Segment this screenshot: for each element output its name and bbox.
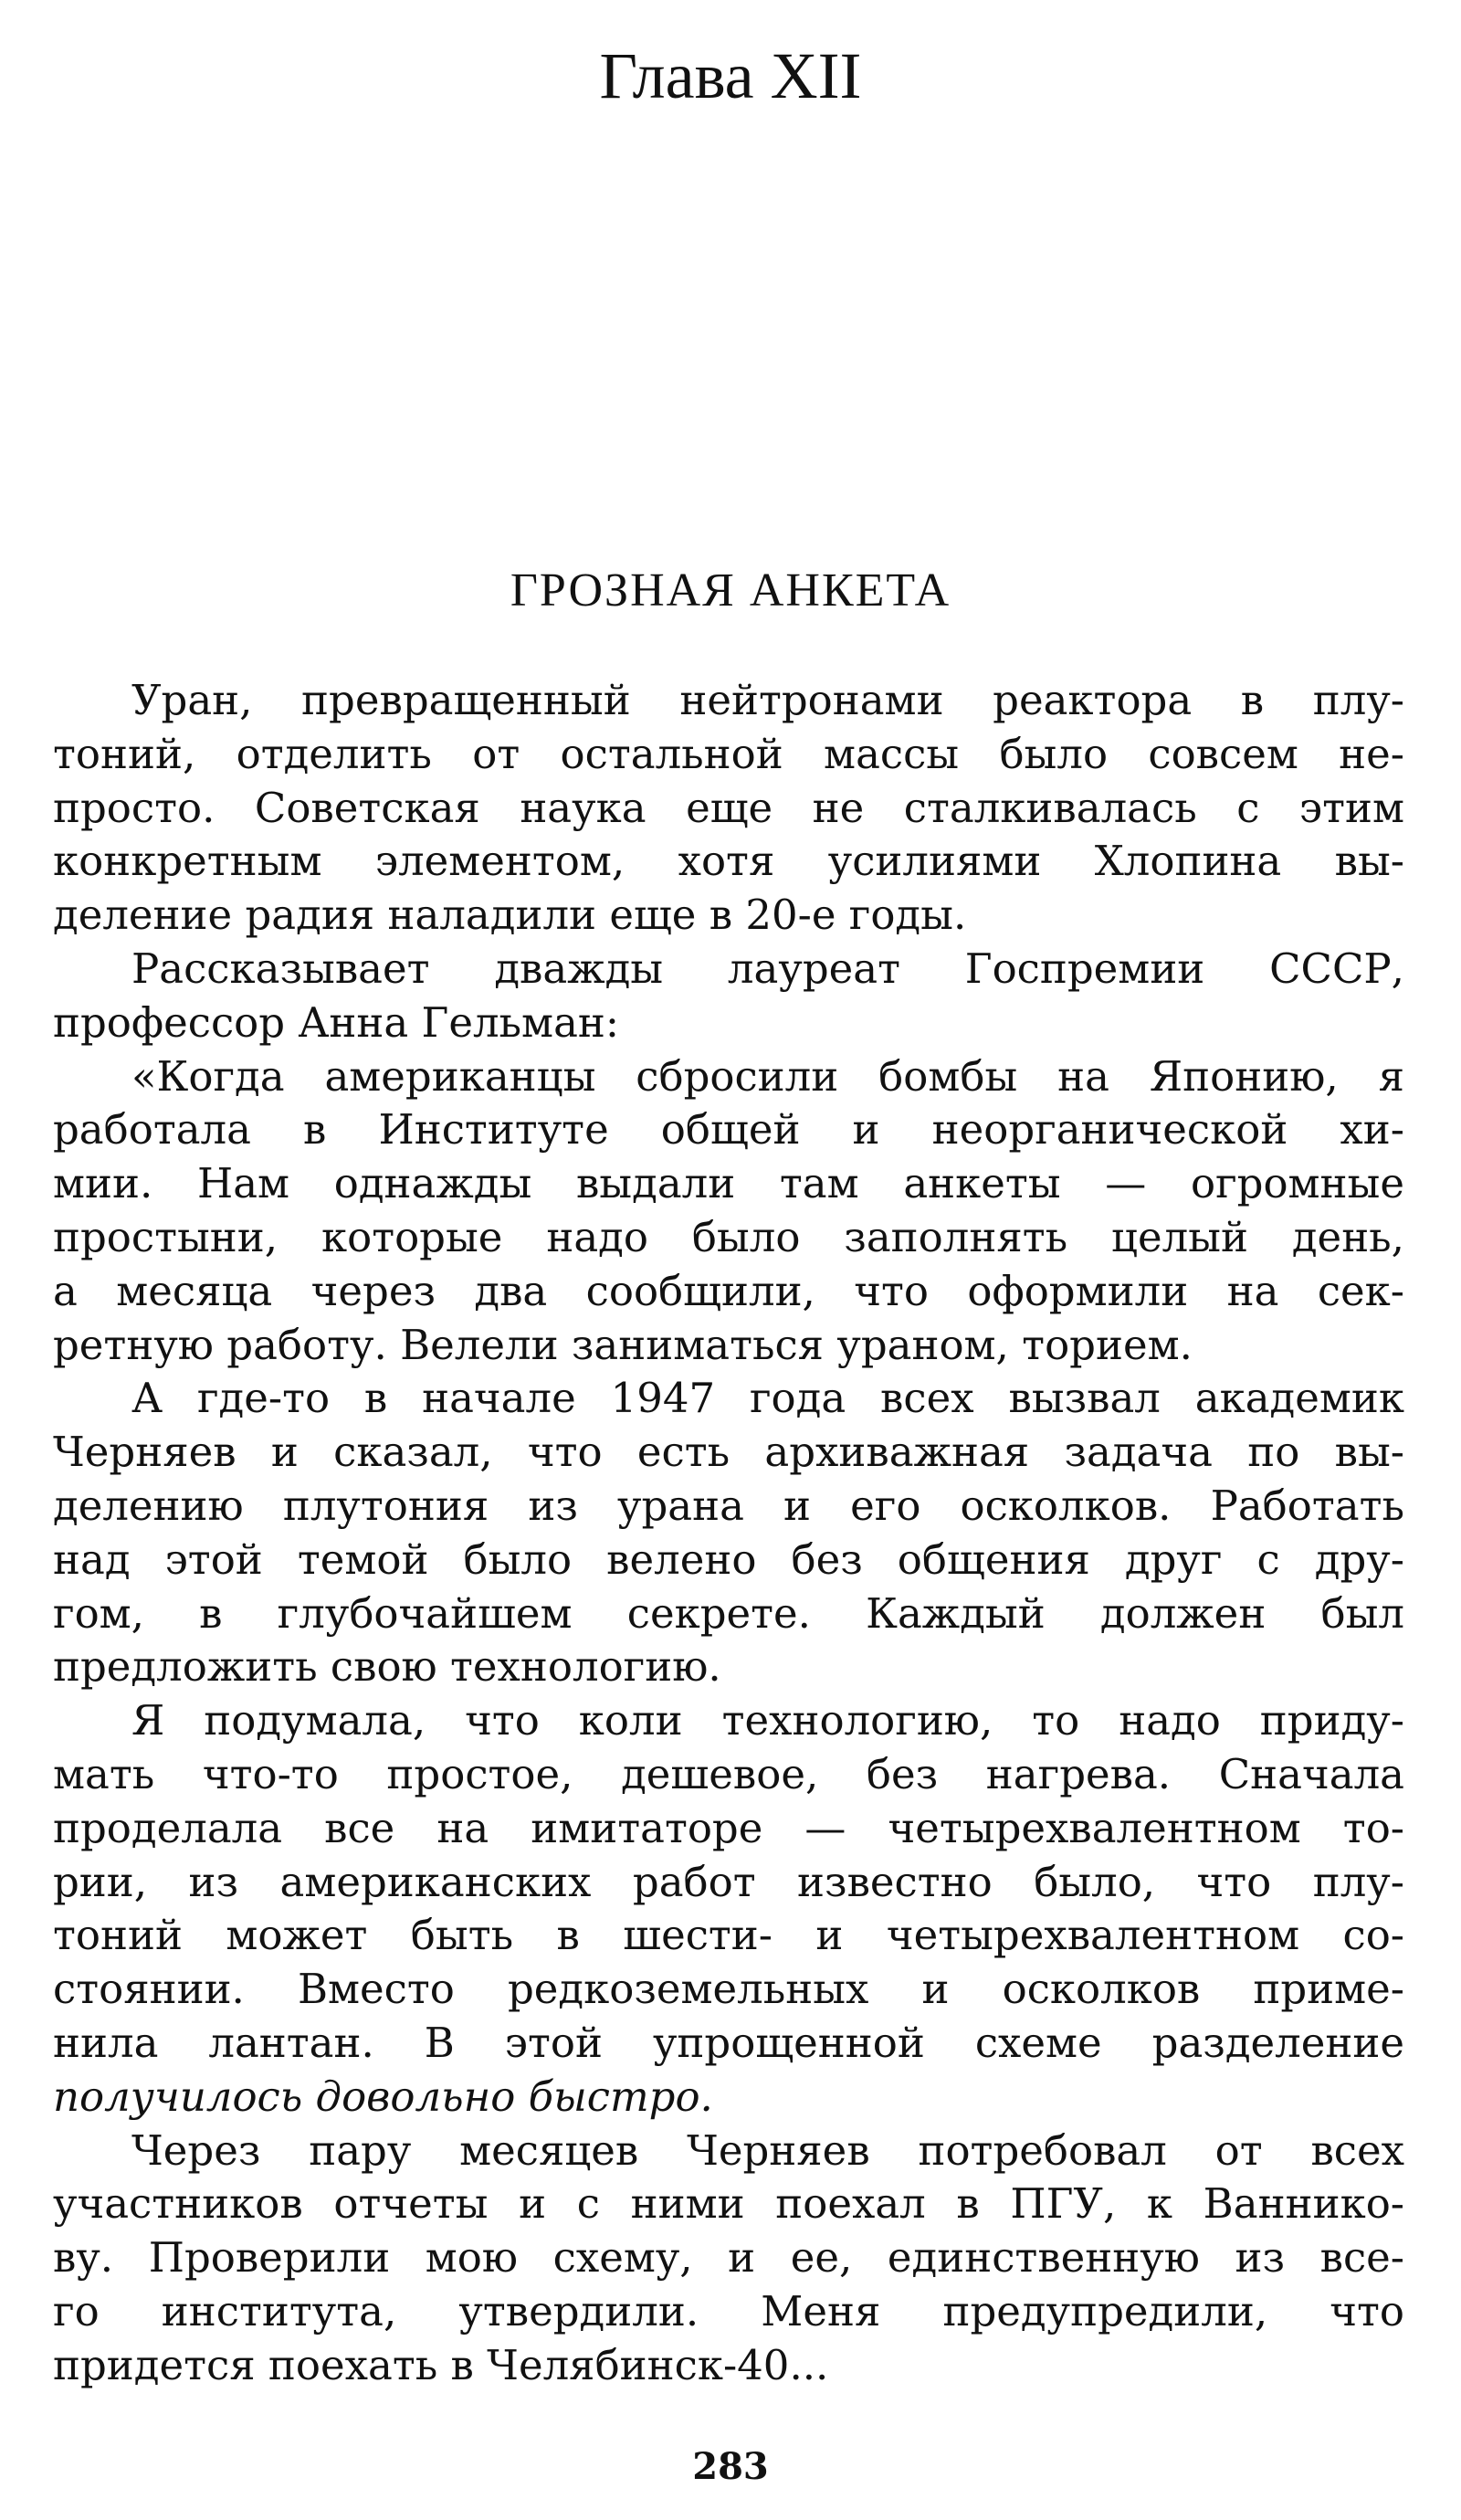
text-line: участников отчеты и с ними поехал в ПГУ, к Ваннико-	[53, 2179, 1404, 2229]
text-line: А где-то в начале 1947 года всех вызвал академик	[131, 1374, 1404, 1423]
text-line: предложить свою технологию.	[53, 1642, 721, 1692]
text-line: Рассказывает дважды лауреат Госпремии СССР,	[131, 944, 1404, 993]
text-line: мии. Нам однажды выдали там анкеты — огромные	[53, 1159, 1404, 1208]
body-text	[53, 674, 1404, 2393]
text-line: Уран, превращенный нейтронами реактора в плу-	[131, 676, 1404, 724]
text-line: мать что-то простое, дешевое, без нагрева. Сначала	[53, 1749, 1404, 1798]
page-number: 283	[692, 2445, 769, 2488]
text-line: над этой темой было велено без общения друг с дру-	[53, 1534, 1404, 1584]
text-line: тоний, отделить от остальной массы было совсем не-	[53, 729, 1404, 778]
text-line: простыни, которые надо было заполнять целый день,	[53, 1212, 1404, 1261]
chapter-heading: Глава XII	[599, 39, 862, 112]
section-title: ГРОЗНАЯ АНКЕТА	[510, 564, 951, 617]
text-line: делению плутония из урана и его осколков. Работать	[53, 1481, 1404, 1530]
text-line: Черняев и сказал, что есть архиважная задача по вы-	[53, 1428, 1404, 1477]
text-line: тоний может быть в шести- и четырехвалентном со-	[53, 1911, 1404, 1960]
text-line: конкретным элементом, хотя усилиями Хлопина вы-	[53, 837, 1404, 886]
text-line: «Когда американцы сбросили бомбы на Японию, я	[131, 1051, 1404, 1101]
text-line: проделала все на имитаторе — четырехвалентном то-	[53, 1803, 1404, 1852]
text-line: ву. Проверили мою схему, и ее, единственную из все-	[53, 2233, 1404, 2283]
text-line: Я подумала, что коли технологию, то надо приду-	[131, 1696, 1404, 1745]
text-line: просто. Советская наука еще не сталкивалась с этим	[53, 783, 1404, 832]
text-line: придется поехать в Челябинск-40...	[53, 2340, 829, 2389]
text-line: рии, из американских работ известно было, что плу-	[53, 1857, 1404, 1906]
text-line: получилось довольно быстро.	[53, 2072, 713, 2121]
text-line: Через пару месяцев Черняев потребовал от всех	[131, 2125, 1404, 2175]
text-line: го института, утвердили. Меня предупредили, что	[53, 2286, 1404, 2335]
text-line: деление радия наладили еще в 20-е годы.	[53, 891, 967, 940]
text-line: работала в Институте общей и неорганической хи-	[53, 1105, 1404, 1155]
text-line: гом, в глубочайшем секрете. Каждый должен был	[53, 1588, 1404, 1638]
text-line: профессор Анна Гельман:	[53, 997, 620, 1047]
text-line: стоянии. Вместо редкоземельных и осколков приме-	[53, 1965, 1404, 2014]
text-line: ретную работу. Велели заниматься ураном, торием.	[53, 1320, 1193, 1369]
text-line: нила лантан. В этой упрощенной схеме разделение	[53, 2018, 1404, 2067]
text-line: а месяца через два сообщили, что оформили на сек-	[53, 1266, 1404, 1315]
